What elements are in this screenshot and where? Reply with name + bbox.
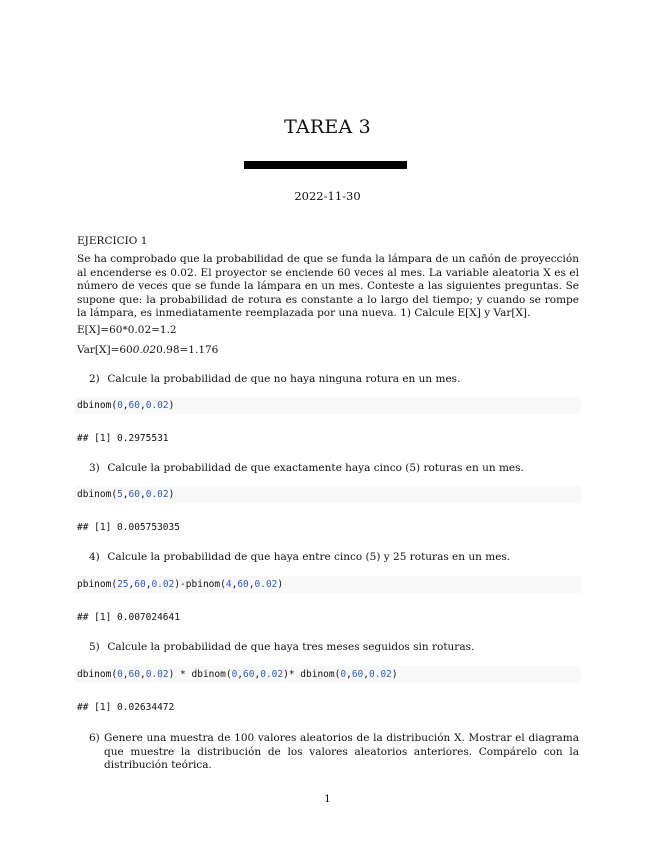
question-6 (89, 732, 579, 773)
question-text: Calcule la probabilidad de que haya entre cinco (5) y 25 roturas en un mes. (107, 551, 511, 563)
question-number: 5) (89, 641, 100, 653)
page-number: 1 (324, 793, 331, 805)
code-arg: 0.02 (145, 489, 169, 500)
question-text: Calcule la probabilidad de que no haya ninguna rotura en un mes. (107, 373, 461, 385)
code-arg: 0 (231, 669, 238, 680)
code-arg: 0.02 (145, 669, 169, 680)
output-q4: ## [1] 0.007024641 (77, 612, 180, 623)
code-arg: 60 (128, 489, 140, 500)
question-text: Calcule la probabilidad de que haya tres meses seguidos sin roturas. (107, 641, 475, 653)
code-function: dbinom (77, 489, 112, 500)
code-arg: 60 (243, 669, 255, 680)
question-text: Genere una muestra de 100 valores aleatorios de la distribución X. Mostrar el diagrama que muestre la distribución de los valores aleatorios anteriores. Compárelo con la distribución teórica. (104, 732, 579, 771)
document-date: 2022-11-30 (294, 189, 361, 203)
exercise-intro: Se ha comprobado que la probabilidad de que se funda la lámpara de un cañón de proyección al encenderse es 0.02. El proyector se enciende 60 veces al mes. La variable aleatoria X es el número de veces que se funde la lámpara en un mes. Conteste a las siguientes preguntas. Se supone que: la probabilidad de rotura es constante a lo largo del tiempo; y cuando se rompe la lámpara, es inmediatamente reemplazada por una nueva. 1) Calcule E[X] y Var[X]. (77, 253, 579, 319)
question-number: 2) (89, 373, 100, 385)
code-arg: 0.02 (369, 669, 392, 680)
expectation-line: E[X]=60*0.02=1.2 (77, 324, 177, 336)
code-function: pbinom (185, 579, 221, 590)
variance-suffix: 0.98=1.176 (156, 344, 219, 356)
code-arg: 60 (128, 669, 140, 680)
code-block-q4: pbinom(25,60,0.02)-pbinom(4,60,0.02) (74, 576, 581, 593)
code-block-q2: dbinom(0,60,0.02) (74, 397, 581, 414)
question-number: 3) (89, 462, 100, 474)
variance-line (77, 344, 579, 358)
question-text: Calcule la probabilidad de que exactamente haya cinco (5) roturas en un mes. (107, 462, 524, 474)
output-q3: ## [1] 0.005753035 (77, 522, 180, 533)
code-function: dbinom (77, 669, 112, 680)
code-arg: 0 (117, 400, 123, 411)
code-block-q5: dbinom(0,60,0.02) * dbinom(0,60,0.02)* dbinom(0,60,0.02) (74, 666, 581, 683)
code-arg: 60 (237, 579, 249, 590)
redacted-author-bar (244, 161, 407, 169)
code-function: dbinom (191, 669, 226, 680)
question-number: 6) (89, 732, 100, 744)
output-q5: ## [1] 0.02634472 (77, 702, 175, 713)
code-function: pbinom (77, 579, 112, 590)
output-q2: ## [1] 0.2975531 (77, 433, 169, 444)
variance-prefix: Var[X]=60 (77, 344, 133, 356)
code-arg: 0.02 (254, 579, 278, 590)
code-block-q3: dbinom(5,60,0.02) (74, 486, 581, 503)
code-arg: 60 (128, 400, 140, 411)
code-arg: 0.02 (151, 579, 175, 590)
code-arg: 60 (351, 669, 364, 680)
code-arg: 60 (134, 579, 146, 590)
question-4 (89, 551, 579, 565)
code-arg: 0 (340, 669, 347, 680)
question-number: 4) (89, 551, 100, 563)
code-arg: 0.02 (145, 400, 169, 411)
code-arg: 4 (225, 579, 232, 590)
section-heading: EJERCICIO 1 (77, 235, 148, 247)
code-function: dbinom (300, 669, 335, 680)
question-3 (89, 462, 579, 476)
question-2 (89, 373, 579, 387)
question-5 (89, 641, 579, 655)
code-arg: 0.02 (260, 669, 284, 680)
code-arg: 5 (117, 489, 123, 500)
code-function: dbinom (77, 400, 112, 411)
code-arg: 0 (117, 669, 123, 680)
code-arg: 25 (117, 579, 129, 590)
document-title: TAREA 3 (284, 116, 371, 138)
variance-italic: 0.02 (132, 344, 157, 356)
